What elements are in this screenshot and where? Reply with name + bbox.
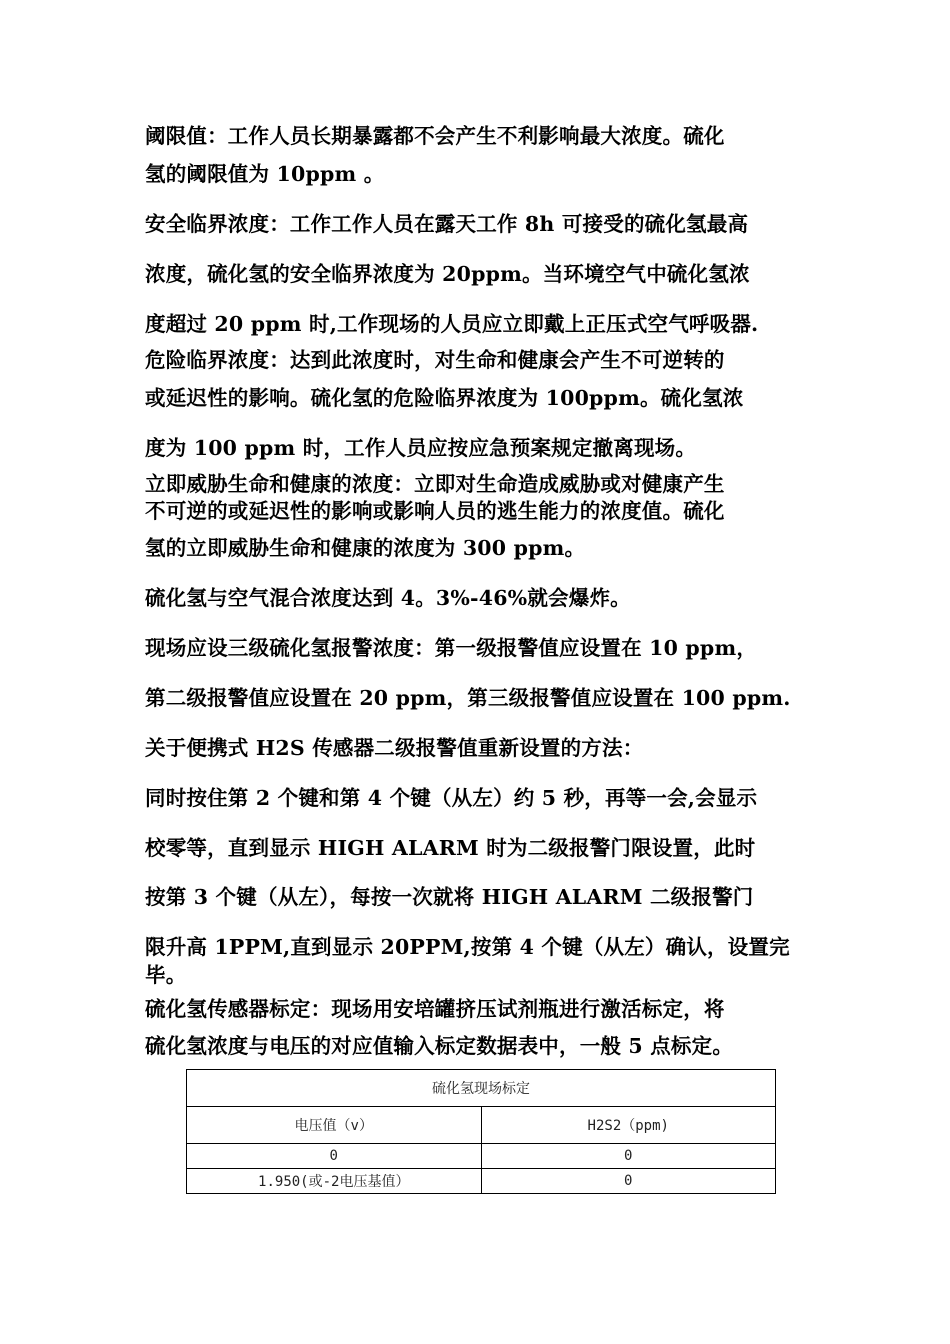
text-line: 氢的阈限值为 10ppm 。 <box>145 162 385 186</box>
text-line: 关于便携式 H2S 传感器二级报警值重新设置的方法： <box>145 736 644 760</box>
text-line: 不可逆的或延迟性的影响或影响人员的逃生能力的浓度值。硫化 <box>145 499 725 523</box>
text-line: 氢的立即威胁生命和健康的浓度为 300 ppm。 <box>145 536 586 560</box>
table-row <box>187 1144 776 1169</box>
text-line: 第二级报警值应设置在 20 ppm，第三级报警值应设置在 100 ppm. <box>145 686 791 710</box>
text-line: 毕。 <box>145 963 187 987</box>
text-line: 限升高 1PPM,直到显示 20PPM,按第 4 个键（从左）确认，设置完 <box>145 935 790 959</box>
table-row <box>187 1169 776 1194</box>
text-line: 硫化氢与空气混合浓度达到 4。3%-46%就会爆炸。 <box>145 586 631 610</box>
text-line: 阈限值：工作人员长期暴露都不会产生不利影响最大浓度。硫化 <box>145 124 725 148</box>
table-header-row <box>187 1107 776 1144</box>
table-cell: 1.950(或-2电压基值） <box>187 1169 482 1194</box>
table-cell: 0 <box>187 1144 482 1169</box>
text-line: 度超过 20 ppm 时,工作现场的人员应立即戴上正压式空气呼吸器. <box>145 312 759 336</box>
text-line: 立即威胁生命和健康的浓度：立即对生命造成威胁或对健康产生 <box>145 472 725 496</box>
text-line: 或延迟性的影响。硫化氢的危险临界浓度为 100ppm。硫化氢浓 <box>145 386 744 410</box>
calibration-table <box>186 1069 776 1194</box>
text-line: 硫化氢浓度与电压的对应值输入标定数据表中，一般 5 点标定。 <box>145 1034 734 1058</box>
text-line: 硫化氢传感器标定：现场用安培罐挤压试剂瓶进行激活标定，将 <box>145 997 725 1021</box>
text-line: 校零等，直到显示 HIGH ALARM 时为二级报警门限设置，此时 <box>145 836 756 860</box>
table-title: 硫化氢现场标定 <box>187 1070 776 1107</box>
table-title-row <box>187 1070 776 1107</box>
text-line: 浓度，硫化氢的安全临界浓度为 20ppm。当环境空气中硫化氢浓 <box>145 262 750 286</box>
column-header-voltage: 电压值（v） <box>187 1107 482 1144</box>
text-line: 度为 100 ppm 时，工作人员应按应急预案规定撤离现场。 <box>145 436 697 460</box>
text-line: 按第 3 个键（从左），每按一次就将 HIGH ALARM 二级报警门 <box>145 885 754 909</box>
table-cell: 0 <box>481 1144 776 1169</box>
text-line: 危险临界浓度：达到此浓度时，对生命和健康会产生不可逆转的 <box>145 348 725 372</box>
text-line: 现场应设三级硫化氢报警浓度：第一级报警值应设置在 10 ppm， <box>145 636 758 660</box>
table-cell: 0 <box>481 1169 776 1194</box>
text-line: 同时按住第 2 个键和第 4 个键（从左）约 5 秒，再等一会,会显示 <box>145 786 758 810</box>
text-line: 安全临界浓度：工作工作人员在露天工作 8h 可接受的硫化氢最高 <box>145 212 749 236</box>
column-header-h2s: H2S2（ppm) <box>481 1107 776 1144</box>
